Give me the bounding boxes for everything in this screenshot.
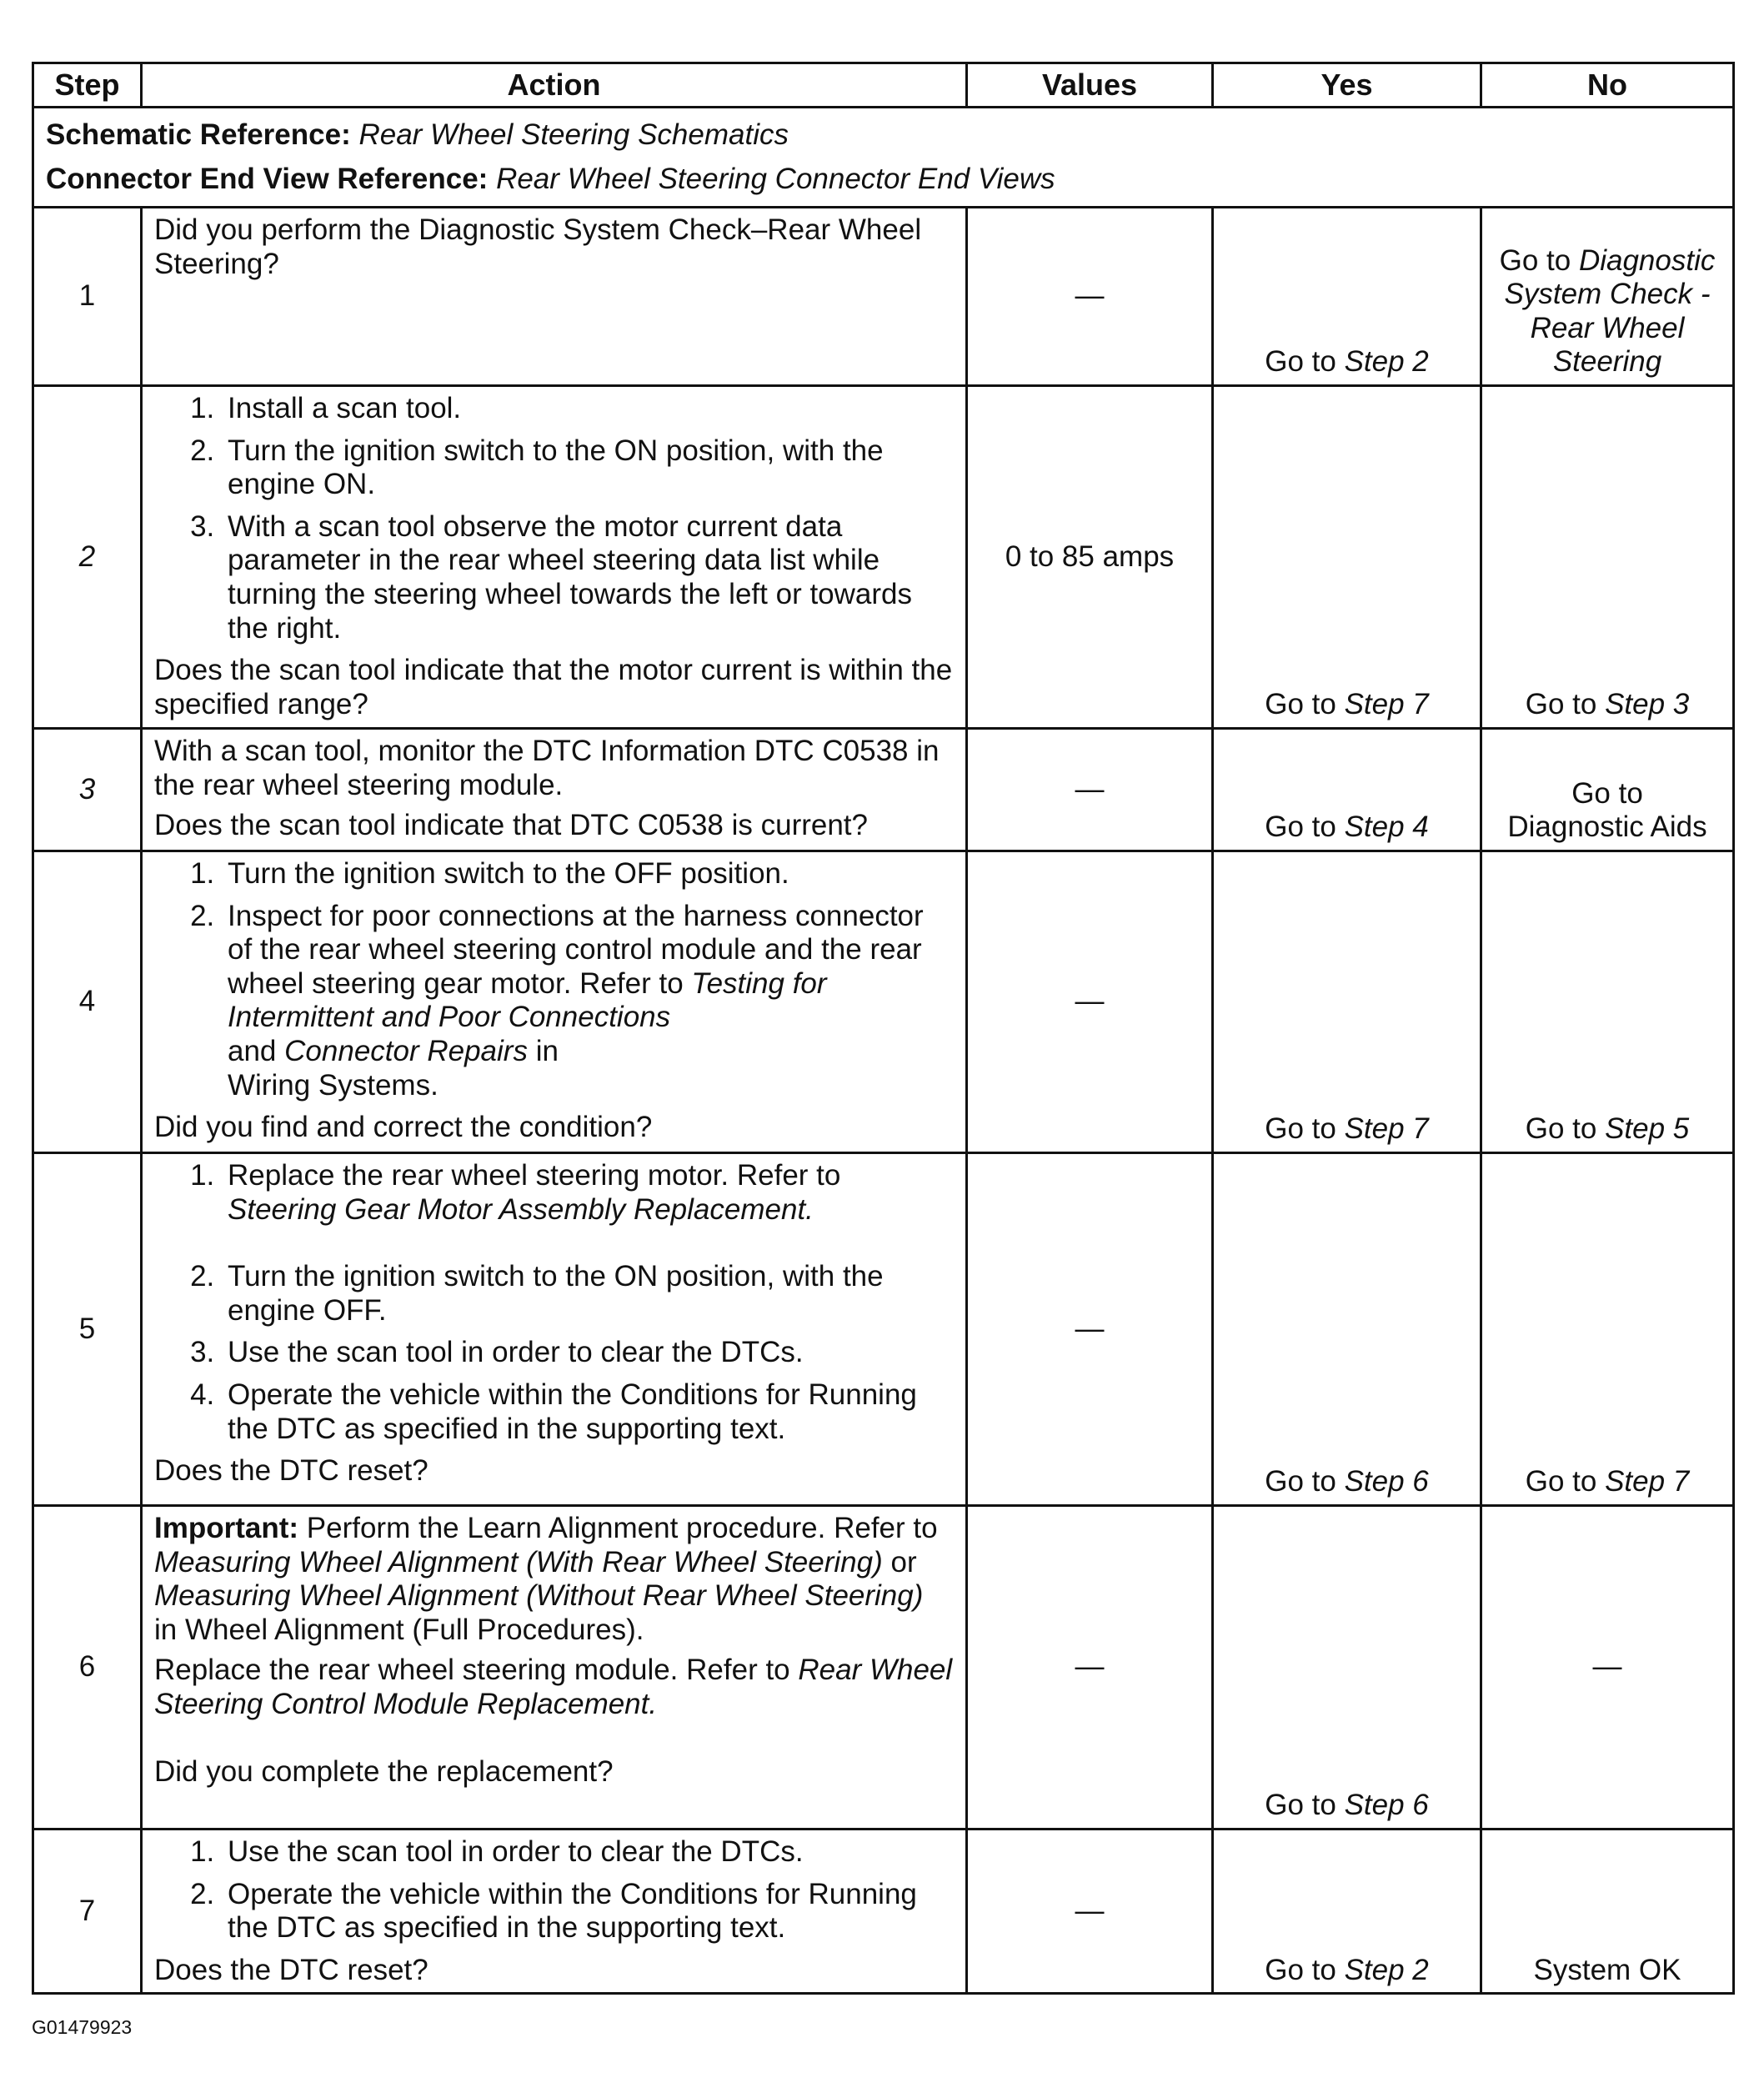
connector-repairs-link[interactable]: Connector Repairs — [284, 1034, 528, 1067]
no-step-link[interactable]: Step 3 — [1605, 688, 1690, 721]
no-cell — [1481, 208, 1734, 386]
table-row — [33, 208, 1734, 386]
values-cell: 0 to 85 amps — [967, 386, 1213, 729]
go-to-text: Go to — [1525, 1112, 1597, 1146]
reference-cell — [33, 108, 1734, 208]
action-step-item: 2. Turn the ignition switch to the ON position, with the engine OFF. — [223, 1260, 954, 1328]
action-steps-list — [154, 392, 954, 645]
yes-step-link[interactable]: Step 2 — [1344, 345, 1429, 379]
step-number: 5 — [33, 1153, 142, 1506]
table-row — [33, 386, 1734, 729]
go-to-text: Go to — [1525, 688, 1597, 721]
header-values: Values — [967, 63, 1213, 108]
yes-cell — [1213, 1153, 1481, 1506]
go-to-text: Go to — [1525, 1465, 1597, 1498]
action-step-item — [223, 1159, 954, 1227]
yes-step-link[interactable]: Step 6 — [1344, 1789, 1429, 1822]
diagnostic-table — [32, 62, 1735, 1995]
values-cell: — — [967, 1830, 1213, 1994]
no-cell — [1481, 729, 1734, 851]
no-cell: — — [1481, 1506, 1734, 1830]
important-note — [154, 1512, 954, 1647]
yes-step-link[interactable]: Step 2 — [1344, 1953, 1429, 1986]
important-text: Perform the Learn Alignment procedure. Refer to — [306, 1512, 938, 1544]
schematic-reference-link[interactable]: Rear Wheel Steering Schematics — [358, 118, 789, 151]
step-number: 2 — [33, 386, 142, 729]
step-number: 6 — [33, 1506, 142, 1830]
step-number: 1 — [33, 208, 142, 386]
step-number: 7 — [33, 1830, 142, 1994]
step-number: 3 — [33, 729, 142, 851]
action-step-item: 2. Operate the vehicle within the Conditions for Running the DTC as specified in the supporting text. — [223, 1878, 954, 1945]
action-question: Does the scan tool indicate that the motor current is within the specified range? — [154, 654, 953, 720]
wiring-systems-text: Wiring Systems. — [228, 1068, 438, 1102]
header-yes: Yes — [1213, 63, 1481, 108]
go-to-text: Go to — [1265, 1465, 1336, 1498]
values-cell: — — [967, 1506, 1213, 1830]
reference-row — [33, 108, 1734, 208]
no-cell: System OK — [1481, 1830, 1734, 1994]
step-number: 4 — [33, 851, 142, 1153]
schematic-reference-label: Schematic Reference: — [46, 118, 351, 151]
go-to-text: Go to — [1265, 1953, 1336, 1986]
or-text: or — [890, 1545, 917, 1579]
action-question: Does the scan tool indicate that DTC C0538 is current? — [154, 809, 868, 842]
table-row — [33, 1830, 1734, 1994]
yes-cell — [1213, 208, 1481, 386]
action-step-text: Inspect for poor connections at the harness connector of the rear wheel steering control module and the rear wheel steering gear motor. Refer to — [228, 899, 924, 1000]
table-row — [33, 1506, 1734, 1830]
values-cell: — — [967, 851, 1213, 1153]
action-steps-list — [154, 857, 954, 1102]
figure-id: G01479923 — [32, 2016, 133, 2038]
go-to-text: Go to — [1265, 1112, 1336, 1146]
values-cell: — — [967, 729, 1213, 851]
no-diagnostic-aids-link[interactable]: Diagnostic Aids — [1507, 811, 1707, 844]
connector-reference — [46, 158, 1721, 202]
values-cell: — — [967, 1153, 1213, 1506]
action-cell — [142, 1153, 967, 1506]
header-no: No — [1481, 63, 1734, 108]
action-step-item: 1. Turn the ignition switch to the OFF position. — [223, 857, 954, 891]
header-row — [33, 63, 1734, 108]
action-question: Does the DTC reset? — [154, 1454, 428, 1488]
connector-reference-label: Connector End View Reference: — [46, 162, 489, 195]
action-cell — [142, 851, 967, 1153]
no-cell — [1481, 851, 1734, 1153]
yes-step-link[interactable]: Step 7 — [1344, 1112, 1429, 1146]
go-to-text: Go to — [1265, 1789, 1336, 1822]
important-label: Important: — [154, 1512, 299, 1544]
action-steps-list — [154, 1835, 954, 1945]
yes-cell — [1213, 1830, 1481, 1994]
go-to-text: Go to — [1265, 688, 1336, 721]
no-step-link[interactable]: Step 5 — [1605, 1112, 1690, 1146]
and-text: and — [228, 1034, 277, 1067]
action-step-item: 3. With a scan tool observe the motor current data parameter in the rear wheel steering data list while turning the steering wheel towards the left or towards the right. — [223, 510, 954, 645]
action-question: Does the DTC reset? — [154, 1953, 428, 1986]
action-question: Did you perform the Diagnostic System Check–Rear Wheel Steering? — [154, 213, 922, 280]
action-step-item: 1. Use the scan tool in order to clear the DTCs. — [223, 1835, 954, 1870]
no-cell — [1481, 386, 1734, 729]
yes-cell — [1213, 729, 1481, 851]
yes-step-link[interactable]: Step 6 — [1344, 1465, 1429, 1498]
action-step-item: 2. Turn the ignition switch to the ON position, with the engine ON. — [223, 434, 954, 502]
action-text: With a scan tool, monitor the DTC Information DTC C0538 in the rear wheel steering module. — [154, 735, 940, 801]
action-question: Did you complete the replacement? — [154, 1754, 614, 1788]
go-to-text: Go to — [1499, 243, 1571, 277]
go-to-text: Go to — [1265, 811, 1336, 844]
go-to-text: Go to — [1571, 776, 1643, 810]
values-cell: — — [967, 208, 1213, 386]
table-row — [33, 729, 1734, 851]
replace-note — [154, 1654, 954, 1721]
action-cell — [142, 1506, 967, 1830]
action-cell — [142, 729, 967, 851]
table-row — [33, 851, 1734, 1153]
go-to-text: Go to — [1265, 345, 1336, 379]
yes-step-link[interactable]: Step 7 — [1344, 688, 1429, 721]
action-cell — [142, 1830, 967, 1994]
no-cell — [1481, 1153, 1734, 1506]
replace-text: Replace the rear wheel steering module. Refer to — [154, 1654, 790, 1687]
action-cell — [142, 208, 967, 386]
yes-cell — [1213, 1506, 1481, 1830]
schematic-reference — [46, 113, 1721, 158]
steering-gear-motor-link[interactable]: Steering Gear Motor Assembly Replacement. — [228, 1192, 814, 1226]
action-step-item — [223, 900, 954, 1103]
in-section-text: in Wheel Alignment (Full Procedures). — [154, 1613, 644, 1646]
alignment-without-rws-link[interactable]: Measuring Wheel Alignment (Without Rear Wheel Steering) — [154, 1579, 924, 1613]
yes-step-link[interactable]: Step 4 — [1344, 811, 1429, 844]
action-step-text: Replace the rear wheel steering motor. Refer to — [228, 1159, 841, 1192]
header-step: Step — [33, 63, 142, 108]
alignment-with-rws-link[interactable]: Measuring Wheel Alignment (With Rear Wheel Steering) — [154, 1545, 883, 1579]
table-row — [33, 1153, 1734, 1506]
yes-cell — [1213, 386, 1481, 729]
yes-cell — [1213, 851, 1481, 1153]
rws-module-replacement-link[interactable]: Rear Wheel Steering Control Module Replacement. — [154, 1654, 953, 1720]
action-step-item: 1. Install a scan tool. — [223, 392, 954, 426]
action-steps-list — [154, 1159, 954, 1446]
header-action: Action — [142, 63, 967, 108]
action-step-item: 4. Operate the vehicle within the Conditions for Running the DTC as specified in the supporting text. — [223, 1378, 954, 1446]
action-step-item: 3. Use the scan tool in order to clear the DTCs. — [223, 1336, 954, 1370]
no-diagnostic-system-check-link[interactable]: Diagnostic System Check - Rear Wheel Steering — [1504, 243, 1716, 379]
no-step-link[interactable]: Step 7 — [1605, 1465, 1690, 1498]
action-cell — [142, 386, 967, 729]
connector-reference-link[interactable]: Rear Wheel Steering Connector End Views — [496, 162, 1055, 195]
action-question: Did you find and correct the condition? — [154, 1111, 653, 1144]
in-text: in — [535, 1034, 559, 1067]
testing-intermittent-link[interactable]: Testing for Intermittent and Poor Connections — [228, 966, 827, 1034]
